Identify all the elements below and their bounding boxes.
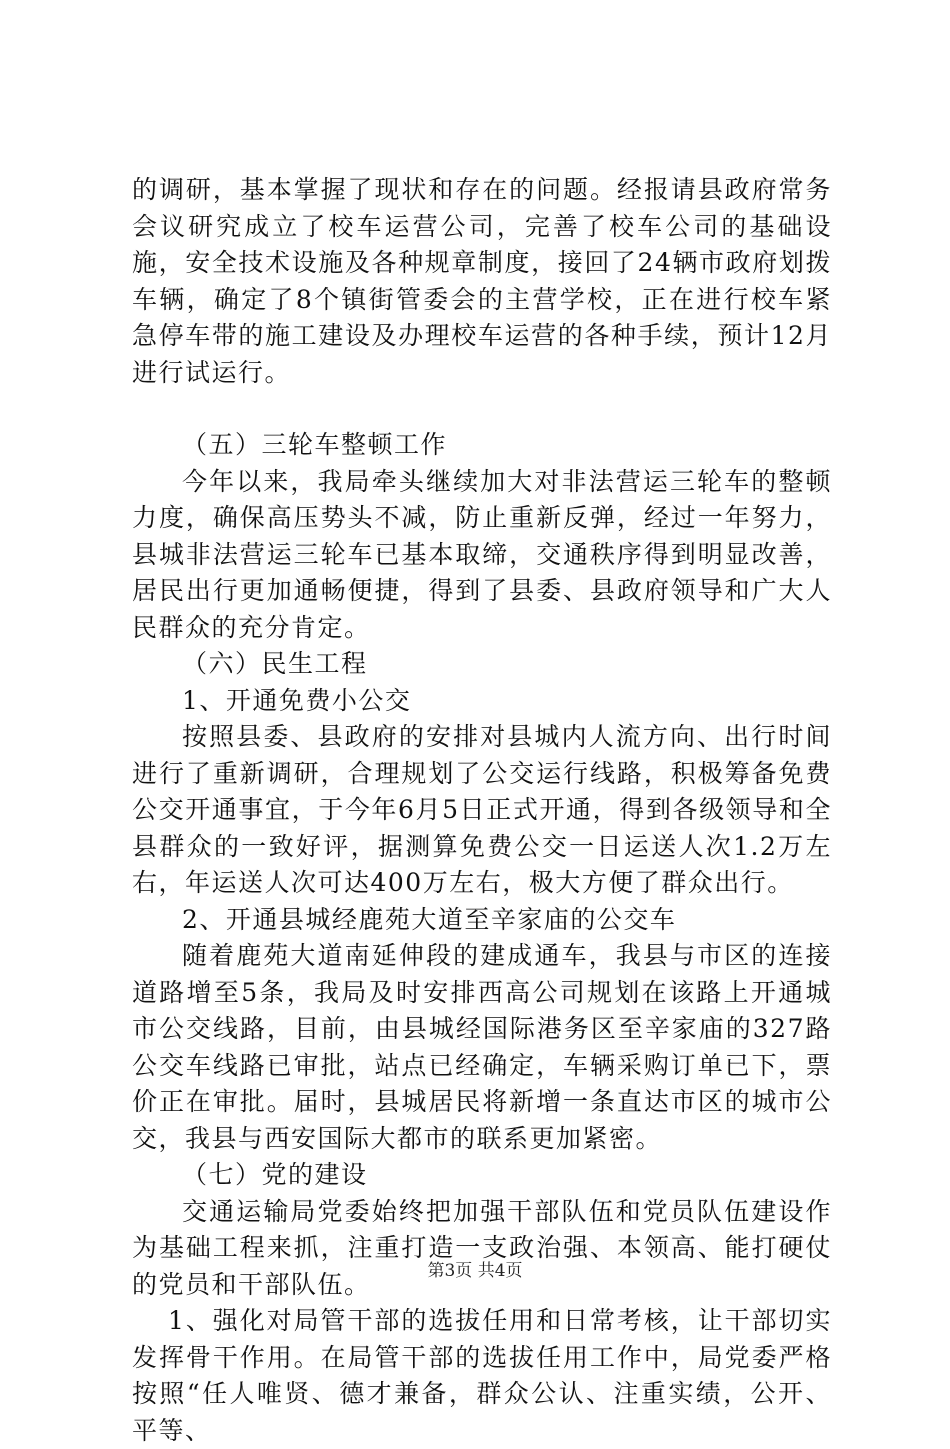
- paragraph-free-bus: 按照县委、县政府的安排对县城内人流方向、出行时间进行了重新调研，合理规划了公交运行线路，积极筹备免费公交开通事宜，于今年6月5日正式开通，得到各级领导和全县群众的一致好评，据测算免费公交一日运送人次1.2万左右，年运送人次可达400万左右，极大方便了群众出行。: [132, 722, 832, 897]
- heading-livelihood-project: （六）民生工程: [182, 649, 368, 678]
- paragraph-school-bus: 的调研，基本掌握了现状和存在的问题。经报请县政府常务会议研究成立了校车运营公司，完善了校车公司的基础设施，安全技术设施及各种规章制度，接回了24辆市政府划拨车辆，确定了8个镇街管委会的主营学校，正在进行校车紧急停车带的施工建设及办理校车运营的各种手续，预计12月进行试运行。: [132, 175, 832, 387]
- paragraph-tricycle: 今年以来，我局牵头继续加大对非法营运三轮车的整顿力度，确保高压势头不减，防止重新反弹，经过一年努力，县城非法营运三轮车已基本取缔，交通秩序得到明显改善，居民出行更加通畅便捷，得到了县委、县政府领导和广大人民群众的充分肯定。: [132, 466, 832, 642]
- heading-party-building: （七）党的建设: [182, 1160, 368, 1189]
- paragraph-bus-route: 随着鹿苑大道南延伸段的建成通车，我县与市区的连接道路增至5条，我局及时安排西高公司规划在该路上开通城市公交线路，目前，由县城经国际港务区至辛家庙的327路公交车线路已审批，站点已经确定，车辆采购订单已下，票价正在审批。届时，县城居民将新增一条直达市区的城市公交，我县与西安国际大都市的联系更加紧密。: [132, 941, 832, 1153]
- heading-tricycle-rectification: （五）三轮车整顿工作: [182, 430, 448, 459]
- subheading-bus-route: 2、开通县城经鹿苑大道至辛家庙的公交车: [182, 904, 677, 934]
- paragraph-party-building: 交通运输局党委始终把加强干部队伍和党员队伍建设作为基础工程来抓，注重打造一支政治强、本领高、能打硬仗的党员和干部队伍。: [132, 1196, 832, 1299]
- page-footer: 第3页 共4页: [427, 1261, 523, 1281]
- paragraph-cadre-selection: 1、强化对局管干部的选拔任用和日常考核，让干部切实发挥骨干作用。在局管干部的选拔任用工作中，局党委严格按照“任人唯贤、德才兼备，群众公认、注重实绩，公开、平等、: [132, 1306, 832, 1445]
- subheading-free-bus: 1、开通免费小公交: [182, 685, 412, 715]
